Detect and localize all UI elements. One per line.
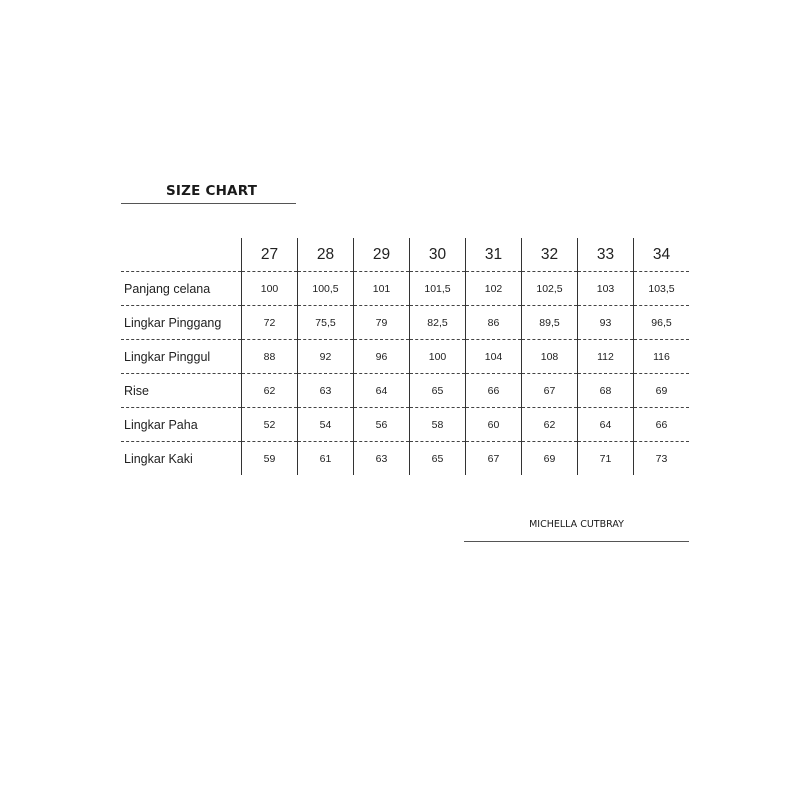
table-cell: 73 xyxy=(634,442,690,476)
table-row xyxy=(121,408,689,442)
row-label: Lingkar Kaki xyxy=(124,451,193,466)
table-cell: 89,5 xyxy=(522,306,578,340)
table-cell: 100 xyxy=(410,340,466,374)
size-table xyxy=(121,238,689,475)
table-row xyxy=(121,340,689,374)
table-cell: 64 xyxy=(578,408,634,442)
table-cell: 65 xyxy=(410,374,466,408)
row-label: Lingkar Pinggul xyxy=(121,340,242,374)
size-header: 28 xyxy=(298,238,354,272)
size-header: 30 xyxy=(410,238,466,272)
table-cell: 62 xyxy=(242,374,298,408)
table-cell: 112 xyxy=(578,340,634,374)
table-cell: 62 xyxy=(522,408,578,442)
size-header: 33 xyxy=(578,238,634,272)
table-cell: 67 xyxy=(522,374,578,408)
table-cell: 96,5 xyxy=(634,306,690,340)
table-cell: 69 xyxy=(634,374,690,408)
table-cell: 100,5 xyxy=(298,272,354,306)
table-cell: 71 xyxy=(578,442,634,476)
size-header: 31 xyxy=(466,238,522,272)
table-row xyxy=(121,374,689,408)
size-header-row xyxy=(121,238,689,272)
table-cell: 59 xyxy=(242,442,298,476)
table-cell: 101 xyxy=(354,272,410,306)
table-cell: 93 xyxy=(578,306,634,340)
table-cell: 75,5 xyxy=(298,306,354,340)
size-header: 29 xyxy=(354,238,410,272)
table-cell: 92 xyxy=(298,340,354,374)
table-cell: 102 xyxy=(466,272,522,306)
table-cell: 64 xyxy=(354,374,410,408)
table-cell: 86 xyxy=(466,306,522,340)
table-cell: 68 xyxy=(578,374,634,408)
size-header: 32 xyxy=(522,238,578,272)
product-name-underline xyxy=(464,541,689,542)
row-label: Rise xyxy=(121,374,242,408)
table-cell: 58 xyxy=(410,408,466,442)
table-cell: 52 xyxy=(242,408,298,442)
table-cell: 104 xyxy=(466,340,522,374)
table-cell: 103 xyxy=(578,272,634,306)
row-label: Lingkar Pinggang xyxy=(121,306,242,340)
table-cell: 116 xyxy=(634,340,690,374)
table-cell: 108 xyxy=(522,340,578,374)
table-cell: 88 xyxy=(242,340,298,374)
table-cell: 63 xyxy=(298,374,354,408)
table-cell: 54 xyxy=(298,408,354,442)
table-cell: 101,5 xyxy=(410,272,466,306)
size-header: 27 xyxy=(242,238,298,272)
title-underline xyxy=(121,203,296,204)
table-cell: 63 xyxy=(354,442,410,476)
table-cell: 103,5 xyxy=(634,272,690,306)
table-cell: 69 xyxy=(522,442,578,476)
table-cell: 96 xyxy=(354,340,410,374)
table-cell: 102,5 xyxy=(522,272,578,306)
row-label: Lingkar Paha xyxy=(121,408,242,442)
table-cell: 66 xyxy=(634,408,690,442)
table-cell: 66 xyxy=(466,374,522,408)
table-row xyxy=(121,442,689,476)
page-title: SIZE CHART xyxy=(166,183,258,199)
table-row xyxy=(121,306,689,340)
table-cell: 72 xyxy=(242,306,298,340)
row-label: Panjang celana xyxy=(121,272,242,306)
table-cell: 79 xyxy=(354,306,410,340)
product-name: MICHELLA CUTBRAY xyxy=(529,519,624,530)
table-cell: 61 xyxy=(298,442,354,476)
table-cell: 67 xyxy=(466,442,522,476)
table-cell: 82,5 xyxy=(410,306,466,340)
table-cell: 100 xyxy=(242,272,298,306)
header-corner xyxy=(121,238,242,272)
size-header: 34 xyxy=(634,238,690,272)
table-cell: 60 xyxy=(466,408,522,442)
table-cell: 56 xyxy=(354,408,410,442)
table-cell: 65 xyxy=(410,442,466,476)
table-row xyxy=(121,272,689,306)
